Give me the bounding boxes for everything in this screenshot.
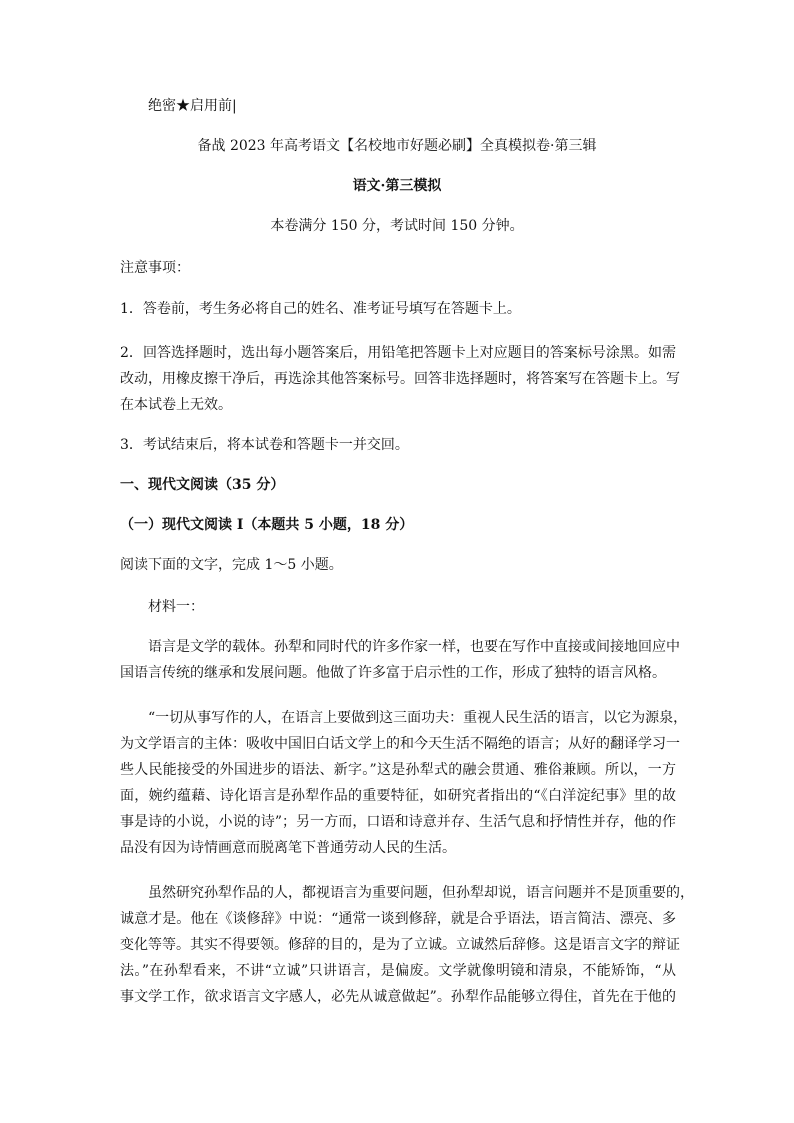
- material-label: 材料一：: [148, 599, 204, 615]
- paragraph-line: 些人民能接受的外国进步的语法、新字。”这是孙犁式的融会贯通、雅俗兼顾。所以，一方: [120, 762, 676, 778]
- paragraph-line: 变化等等。其实不得要领。修辞的目的，是为了立诚。立诚然后辞修。这是语言文字的辩证: [120, 937, 680, 953]
- paragraph-line: “一切从事写作的人，在语言上要做到这三面功夫：重视人民生活的语言，以它为源泉，: [148, 710, 688, 726]
- paragraph-line: 为文学语言的主体：吸收中国旧白话文学上的和今天生活不隔绝的语言；从好的翻译学习一: [120, 736, 680, 752]
- paragraph-line: 面，婉约蕴藉、诗化语言是孙犁作品的重要特征，如研究者指出的“《白洋淀纪事》里的故: [120, 788, 676, 804]
- paragraph-line: 事是诗的小说，小说的诗”；另一方而，口语和诗意并存、生活气息和抒情性并存，他的作: [120, 814, 676, 830]
- paragraph-3: [120, 880, 694, 1010]
- paragraph-line: 虽然研究孙犁作品的人，都视语言为重要问题，但孙犁却说，语言问题并不是顶重要的，: [148, 885, 694, 901]
- paragraph-2: [120, 705, 688, 861]
- note-item-2-line: 在本试卷上无效。: [120, 397, 232, 413]
- paragraph-line: 品没有因为诗情画意而脱离笔下普通劳动人民的生活。: [120, 840, 456, 856]
- reading-instruction: 阅读下面的文字，完成 1～5 小题。: [120, 557, 343, 573]
- confidential-mark: 绝密★启用前|: [148, 98, 237, 114]
- note-item-3: 3．考试结束后，将本试卷和答题卡一并交回。: [120, 437, 409, 453]
- exam-subtitle: 语文·第三模拟: [352, 178, 442, 194]
- paragraph-line: 诚意才是。他在《谈修辞》中说：“通常一谈到修辞，就是合乎语法，语言简洁、漂亮、多: [120, 911, 676, 927]
- note-item-2: [120, 340, 680, 418]
- paragraph-line: 事文学工作，欲求语言文字感人，必先从诚意做起”。孙犁作品能够立得住，首先在于他的: [120, 989, 676, 1005]
- exam-title: 备战 2023 年高考语文【名校地市好题必刷】全真模拟卷·第三辑: [197, 138, 597, 154]
- note-item-2-line: 改动，用橡皮擦干净后，再选涂其他答案标号。回答非选择题时，将答案写在答题卡上。写: [120, 371, 680, 387]
- paragraph-1: [120, 634, 680, 686]
- section-subheading: （一）现代文阅读 I（本题共 5 小题，18 分）: [120, 517, 414, 533]
- notes-heading: 注意事项：: [120, 260, 190, 276]
- note-item-1: 1．答卷前，考生务必将自己的姓名、准考证号填写在答题卡上。: [120, 301, 521, 317]
- paragraph-line: 语言是文学的载体。孙犁和同时代的许多作家一样，也要在写作中直接或间接地回应中: [148, 639, 680, 655]
- note-item-2-line: 2．回答选择题时，选出每小题答案后，用铅笔把答题卡上对应题目的答案标号涂黑。如需: [120, 345, 676, 361]
- paragraph-line: 国语言传统的继承和发展问题。他做了许多富于启示性的工作，形成了独特的语言风格。: [120, 665, 666, 681]
- paragraph-line: 法。”在孙犁看来，不讲“立诚”只讲语言，是偏废。文学就像明镜和清泉，不能矫饰，“从: [120, 963, 676, 979]
- section-heading: 一、现代文阅读（35 分）: [120, 477, 285, 493]
- exam-info: 本卷满分 150 分，考试时间 150 分钟。: [270, 218, 524, 234]
